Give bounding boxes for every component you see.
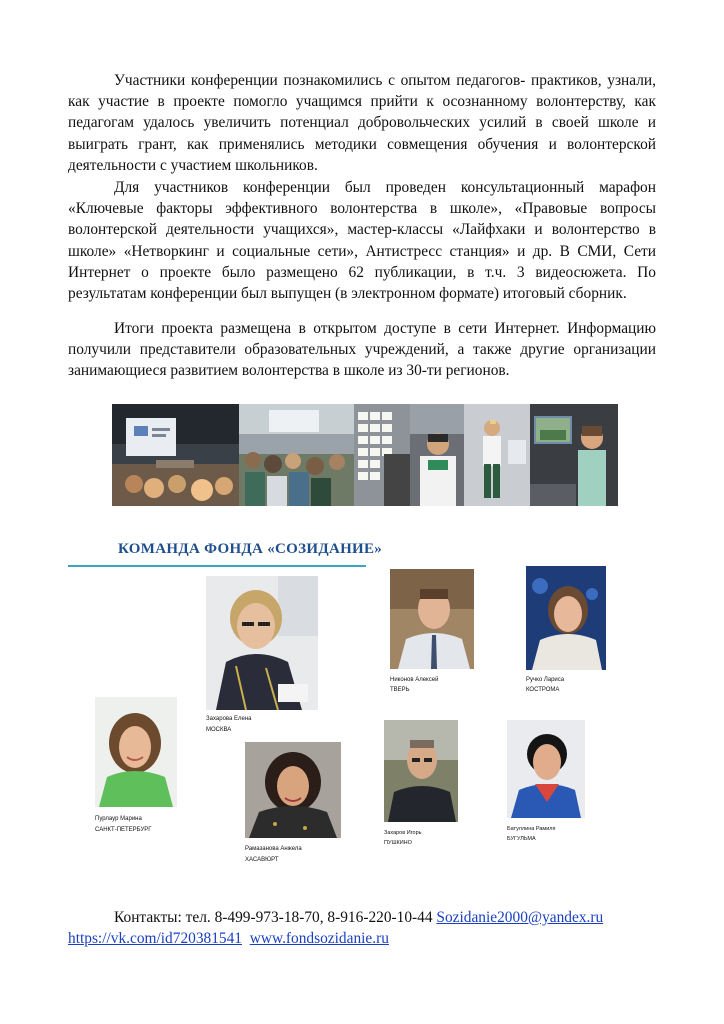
conference-photo-2 [239,404,354,506]
email-link[interactable]: Sozidanie2000@yandex.ru [436,909,604,926]
member-photo [390,569,474,669]
member-city: ХАСАВЮРТ [245,857,279,863]
member-photo [526,566,606,670]
member-photo [206,576,318,710]
member-name: Ручко Лариса [526,677,565,683]
paragraph-1: Участники конференции познакомились с опытом педагогов- практиков, узнали, как участие в проекте помогло учащимся прийти к осознанному волонтерству, как педагогам удалось увеличить потенциал добровольческих усилий в своей школе и выиграть грант, как применялись методики совмещения обучения и волонтерской деятельности с участием школьников. [68,72,656,174]
member-photo [245,742,341,838]
member-name: Рамазанова Анжела [245,846,302,852]
paragraph-2: Для участников конференции был проведен консультационный марафон «Ключевые факторы эффективного волонтерства в школе», «Правовые вопросы волонтерской деятельности учащихся», мастер-классы «Лайфхаки и волонтерство в школе» «Нетворкинг и социальные сети», Антистресс станция» и др. В СМИ, Сети Интернет о проекте было размещено 62 публикации, в т.ч. 3 видеосюжета. По результатам конференции был выпущен (в электронном формате) итоговый сборник. [68,179,656,303]
contacts-links [68,928,389,949]
team-title: КОМАНДА ФОНДА «СОЗИДАНИЕ» [118,541,383,557]
member-name: Никонов Алексей [390,677,439,683]
contacts-text: Контакты: тел. 8-499-973-18-70, 8-916-220-10-44 [114,909,437,926]
member-name: Батуллина Рамиля [507,826,556,832]
member-city: ПУШКИНО [384,840,412,846]
contacts-line [68,907,658,928]
member-city: ТВЕРЬ [390,687,410,693]
member-city: САНКТ-ПЕТЕРБУРГ [95,827,152,833]
conference-photo-1 [112,404,239,506]
conference-photo-6 [530,404,618,506]
conference-photo-strip [112,404,618,506]
member-photo [507,720,585,818]
team-title-divider [68,565,366,567]
vk-link[interactable]: https://vk.com/id720381541 [68,930,243,947]
website-link[interactable]: www.fondsozidanie.ru [249,930,389,947]
conference-photo-3 [354,404,410,506]
member-name: Пурлаур Марина [95,816,142,822]
member-name: Захаров Игорь [384,830,422,836]
member-city: КОСТРОМА [526,687,560,693]
member-name: Захарова Елена [206,716,252,722]
member-photo [384,720,458,822]
conference-photo-4 [410,404,464,506]
conference-photo-5 [464,404,530,506]
member-city: БУГУЛЬМА [507,836,536,842]
member-city: МОСКВА [206,727,232,733]
paragraph-3: Итоги проекта размещена в открытом доступе в сети Интернет. Информацию получили представители образовательных учреждений, а также другие организации занимающиеся развитием волонтерства в школе из 30-ти регионов. [68,320,656,380]
member-photo [95,697,177,807]
